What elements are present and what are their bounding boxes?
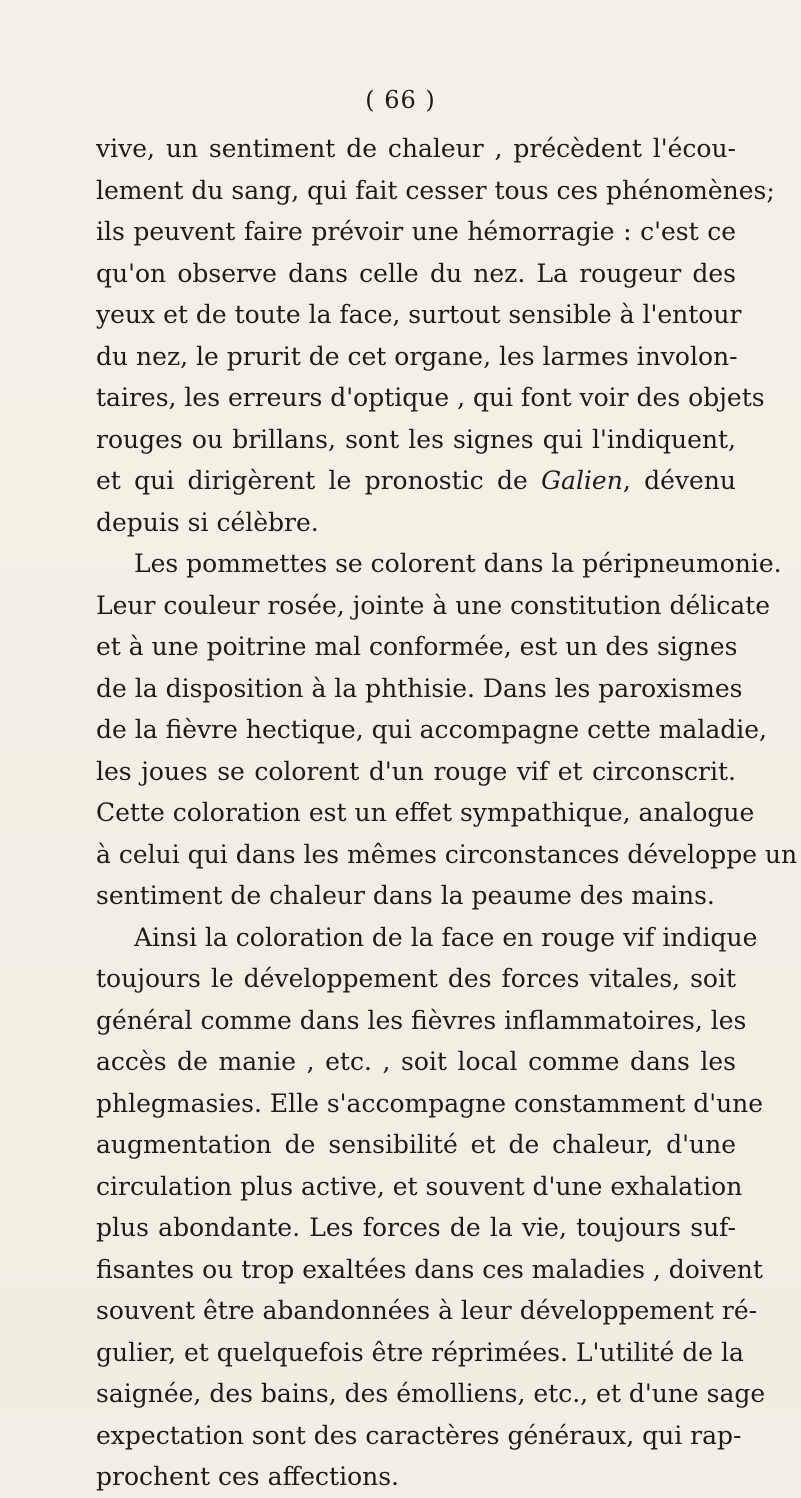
paragraph-2-line-7: Cette coloration est un effet sympathique, analogue	[96, 798, 755, 827]
text-line-9-end: , dévenu	[622, 466, 737, 495]
paragraph-3-line-2: toujours le développement des forces vitales, soit	[96, 964, 736, 993]
text-line-6: du nez, le prurit de cet organe, les larmes involon-	[96, 341, 738, 371]
text-line-7: taires, les erreurs d'optique , qui font voir des objets	[96, 383, 765, 412]
text-line-9-start: et qui dirigèrent le pronostic de	[96, 466, 528, 495]
paragraph-3-line-11: gulier, et quelquefois être réprimées. L'utilité de la	[96, 1337, 744, 1367]
paragraph-3-line-14: prochent ces affections.	[96, 1462, 400, 1491]
page-number: ( 66 )	[365, 86, 436, 114]
text-line-4: qu'on observe dans celle du nez. La rougeur des	[96, 258, 736, 288]
text-line-1: vive, un sentiment de chaleur , précèdent l'écou-	[96, 134, 736, 163]
text-line-9	[96, 460, 736, 502]
paragraph-2-line-4: de la disposition à la phthisie. Dans les paroxismes	[96, 673, 743, 703]
paragraph-3-line-4: accès de manie , etc. , soit local comme dans les	[96, 1047, 736, 1076]
paragraph-3-line-10: souvent être abandonnées à leur développement ré-	[96, 1296, 758, 1325]
paragraph-3-line-12: saignée, des bains, des émolliens, etc., et d'une sage	[96, 1379, 766, 1408]
paragraph-3-line-1: Ainsi la coloration de la face en rouge vif indique	[134, 922, 758, 952]
paragraph-2-line-1: Les pommettes se colorent dans la péripneumonie.	[134, 549, 782, 578]
paragraph-3-line-3: général comme dans les fièvres inflammatoires, les	[96, 1005, 747, 1035]
paragraph-2-line-9: sentiment de chaleur dans la peaume des mains.	[96, 881, 715, 910]
text-line-3: ils peuvent faire prévoir une hémorragie : c'est ce	[96, 217, 736, 246]
paragraph-2-line-2: Leur couleur rosée, jointe à une constitution délicate	[96, 590, 770, 620]
paragraph-2-line-5: de la fièvre hectique, qui accompagne cette maladie,	[96, 715, 767, 744]
paragraph-2-line-6: les joues se colorent d'un rouge vif et circonscrit.	[96, 756, 736, 786]
paragraph-3-line-6: augmentation de sensibilité et de chaleur, d'une	[96, 1130, 736, 1159]
paragraph-2-line-8: à celui qui dans les mêmes circonstances développe un	[96, 839, 798, 869]
paragraph-3-line-9: fisantes ou trop exaltées dans ces maladies , doivent	[96, 1254, 763, 1284]
text-line-8: rouges ou brillans, sont les signes qui l'indiquent,	[96, 424, 736, 454]
author-name-galien: Galien	[541, 466, 623, 495]
paragraph-3-line-8: plus abondante. Les forces de la vie, toujours suf-	[96, 1213, 736, 1242]
paragraph-3-line-13: expectation sont des caractères généraux, qui rap-	[96, 1420, 742, 1450]
text-line-2: lement du sang, qui fait cesser tous ces phénomènes;	[96, 175, 775, 205]
body-text	[96, 128, 798, 1498]
paragraph-2-line-3: et à une poitrine mal conformée, est un des signes	[96, 632, 738, 661]
text-line-5: yeux et de toute la face, surtout sensible à l'entour	[96, 300, 742, 329]
paragraph-3-line-7: circulation plus active, et souvent d'une exhalation	[96, 1171, 743, 1201]
paragraph-3-line-5: phlegmasies. Elle s'accompagne constamment d'une	[96, 1088, 764, 1118]
text-line-10: depuis si célèbre.	[96, 507, 319, 537]
